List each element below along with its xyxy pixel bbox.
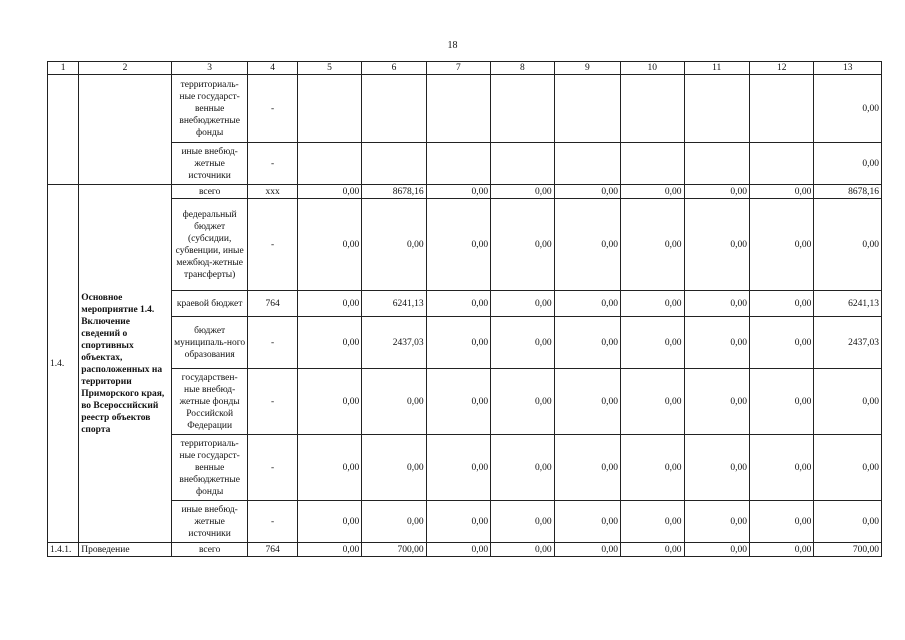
row-title-cell: Проведение <box>79 543 172 557</box>
table-row <box>48 501 882 543</box>
value-cell: 0,00 <box>621 369 684 435</box>
value-cell: 0,00 <box>621 543 684 557</box>
value-cell <box>621 75 684 143</box>
value-cell: 0,00 <box>814 435 882 501</box>
code-cell: - <box>248 369 297 435</box>
value-cell: 0,00 <box>554 317 620 369</box>
value-cell: 0,00 <box>426 199 490 291</box>
column-header: 11 <box>684 62 749 75</box>
value-cell: 0,00 <box>362 501 426 543</box>
column-header: 1 <box>48 62 79 75</box>
value-cell <box>426 75 490 143</box>
column-header: 2 <box>79 62 172 75</box>
value-cell: 0,00 <box>684 435 749 501</box>
value-cell: 0,00 <box>362 369 426 435</box>
value-cell: 0,00 <box>684 185 749 199</box>
value-cell: 700,00 <box>362 543 426 557</box>
value-cell: 0,00 <box>491 435 554 501</box>
column-header: 5 <box>297 62 361 75</box>
source-cell: государствен-ные внебюд-жетные фонды Российской Федерации <box>171 369 248 435</box>
value-cell: 0,00 <box>749 291 813 317</box>
value-cell: 0,00 <box>684 369 749 435</box>
code-cell: - <box>248 317 297 369</box>
value-cell: 0,00 <box>362 435 426 501</box>
code-cell: 764 <box>248 543 297 557</box>
value-cell <box>491 75 554 143</box>
value-cell <box>491 143 554 185</box>
row-number-cell: 1.4.1. <box>48 543 79 557</box>
source-cell: территориаль-ные государст-венные внебюджетные фонды <box>171 435 248 501</box>
value-cell: 6241,13 <box>814 291 882 317</box>
value-cell: 0,00 <box>491 185 554 199</box>
value-cell <box>684 143 749 185</box>
source-cell: всего <box>171 543 248 557</box>
table-row <box>48 143 882 185</box>
value-cell: 0,00 <box>491 317 554 369</box>
column-header: 12 <box>749 62 813 75</box>
code-cell: - <box>248 75 297 143</box>
table-row <box>48 75 882 143</box>
value-cell: 0,00 <box>684 501 749 543</box>
value-cell: 0,00 <box>814 75 882 143</box>
value-cell: 0,00 <box>491 369 554 435</box>
value-cell: 0,00 <box>749 369 813 435</box>
code-cell: - <box>248 501 297 543</box>
table-row <box>48 185 882 199</box>
value-cell <box>749 143 813 185</box>
value-cell: 0,00 <box>749 543 813 557</box>
column-header: 8 <box>491 62 554 75</box>
value-cell: 0,00 <box>426 435 490 501</box>
value-cell: 6241,13 <box>362 291 426 317</box>
table-row <box>48 435 882 501</box>
column-header: 7 <box>426 62 490 75</box>
source-cell: территориаль-ные государст-венные внебюджетные фонды <box>171 75 248 143</box>
value-cell: 0,00 <box>621 199 684 291</box>
source-cell: всего <box>171 185 248 199</box>
value-cell: 0,00 <box>554 435 620 501</box>
value-cell: 0,00 <box>297 317 361 369</box>
code-cell: 764 <box>248 291 297 317</box>
value-cell: 0,00 <box>554 291 620 317</box>
value-cell <box>426 143 490 185</box>
source-cell: иные внебюд-жетные источники <box>171 143 248 185</box>
value-cell: 0,00 <box>426 185 490 199</box>
value-cell: 0,00 <box>297 199 361 291</box>
row-number-cell <box>48 75 79 185</box>
value-cell: 0,00 <box>684 317 749 369</box>
value-cell: 0,00 <box>814 369 882 435</box>
value-cell: 0,00 <box>554 369 620 435</box>
value-cell <box>621 143 684 185</box>
value-cell: 0,00 <box>749 501 813 543</box>
value-cell: 0,00 <box>554 199 620 291</box>
table-row <box>48 199 882 291</box>
value-cell: 8678,16 <box>814 185 882 199</box>
value-cell: 0,00 <box>814 199 882 291</box>
value-cell: 0,00 <box>621 501 684 543</box>
value-cell: 0,00 <box>621 291 684 317</box>
column-header: 10 <box>621 62 684 75</box>
value-cell <box>297 75 361 143</box>
value-cell <box>362 143 426 185</box>
table-row <box>48 543 882 557</box>
source-cell: краевой бюджет <box>171 291 248 317</box>
value-cell: 2437,03 <box>362 317 426 369</box>
code-cell: ххх <box>248 185 297 199</box>
column-header: 3 <box>171 62 248 75</box>
column-header: 4 <box>248 62 297 75</box>
value-cell: 0,00 <box>684 199 749 291</box>
value-cell <box>297 143 361 185</box>
column-header: 13 <box>814 62 882 75</box>
value-cell: 0,00 <box>426 543 490 557</box>
table-row <box>48 291 882 317</box>
code-cell: - <box>248 143 297 185</box>
source-cell: бюджет муниципаль-ного образования <box>171 317 248 369</box>
value-cell: 0,00 <box>684 291 749 317</box>
value-cell: 0,00 <box>297 185 361 199</box>
value-cell: 0,00 <box>491 501 554 543</box>
value-cell: 8678,16 <box>362 185 426 199</box>
header-row <box>48 62 882 75</box>
value-cell: 0,00 <box>297 291 361 317</box>
value-cell: 0,00 <box>814 501 882 543</box>
value-cell <box>684 75 749 143</box>
value-cell <box>362 75 426 143</box>
value-cell: 0,00 <box>297 501 361 543</box>
value-cell: 0,00 <box>426 501 490 543</box>
code-cell: - <box>248 199 297 291</box>
table-row <box>48 317 882 369</box>
value-cell: 0,00 <box>749 199 813 291</box>
page-number: 18 <box>447 40 458 51</box>
value-cell: 0,00 <box>297 435 361 501</box>
budget-table <box>47 61 882 557</box>
value-cell: 0,00 <box>621 435 684 501</box>
value-cell: 0,00 <box>749 435 813 501</box>
value-cell: 0,00 <box>684 543 749 557</box>
row-number-cell: 1.4. <box>48 185 79 543</box>
value-cell: 0,00 <box>426 317 490 369</box>
value-cell: 0,00 <box>297 369 361 435</box>
value-cell: 0,00 <box>491 543 554 557</box>
value-cell: 0,00 <box>554 543 620 557</box>
source-cell: федеральный бюджет (субсидии, субвенции, иные межбюд-жетные трансферты) <box>171 199 248 291</box>
value-cell: 0,00 <box>426 291 490 317</box>
value-cell: 700,00 <box>814 543 882 557</box>
value-cell <box>554 143 620 185</box>
value-cell: 0,00 <box>814 143 882 185</box>
row-title-cell: Основное мероприятие 1.4. Включение сведений о спортивных объектах, расположенных на территории Приморского края, во Всероссийский реестр объектов спорта <box>79 185 172 543</box>
value-cell: 0,00 <box>554 185 620 199</box>
value-cell: 0,00 <box>621 185 684 199</box>
value-cell <box>554 75 620 143</box>
value-cell: 0,00 <box>362 199 426 291</box>
value-cell: 0,00 <box>297 543 361 557</box>
value-cell: 2437,03 <box>814 317 882 369</box>
column-header: 6 <box>362 62 426 75</box>
row-title-cell <box>79 75 172 185</box>
value-cell <box>749 75 813 143</box>
value-cell: 0,00 <box>491 199 554 291</box>
value-cell: 0,00 <box>491 291 554 317</box>
value-cell: 0,00 <box>749 185 813 199</box>
value-cell: 0,00 <box>621 317 684 369</box>
code-cell: - <box>248 435 297 501</box>
column-header: 9 <box>554 62 620 75</box>
value-cell: 0,00 <box>426 369 490 435</box>
value-cell: 0,00 <box>749 317 813 369</box>
source-cell: иные внебюд-жетные источники <box>171 501 248 543</box>
value-cell: 0,00 <box>554 501 620 543</box>
table-row <box>48 369 882 435</box>
